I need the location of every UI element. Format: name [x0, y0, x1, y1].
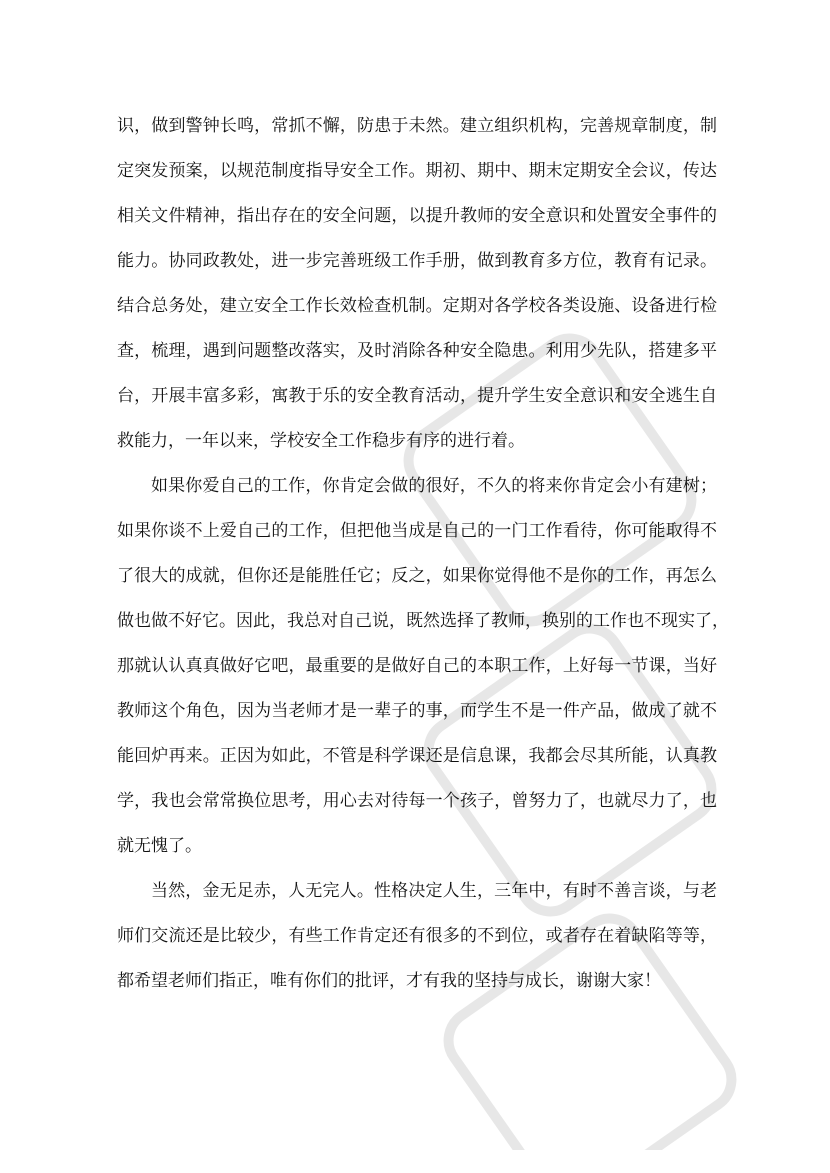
paragraph-3 [117, 869, 717, 1004]
text-line: 做也做不好它。因此，我总对自己说，既然选择了教师，换别的工作也不现实了， [117, 611, 729, 631]
text-line: 当然，金无足赤，人无完人。性格决定人生，三年中，有时不善言谈，与老 [151, 881, 717, 901]
text-line: 了很大的成就，但你还是能胜任它；反之，如果你觉得他不是你的工作，再怎么 [117, 566, 717, 586]
paragraph-1 [117, 104, 717, 464]
text-line: 如果你谈不上爱自己的工作，但把他当成是自己的一门工作看待，你可能取得不 [117, 521, 717, 541]
text-line: 学，我也会常常换位思考，用心去对待每一个孩子，曾努力了，也就尽力了，也 [117, 791, 717, 811]
text-line: 教师这个角色，因为当老师才是一辈子的事，而学生不是一件产品，做成了就不 [117, 701, 717, 721]
text-line: 台，开展丰富多彩，寓教于乐的安全教育活动，提升学生安全意识和安全逃生自 [117, 386, 717, 406]
text-line: 都希望老师们指正，唯有你们的批评，才有我的坚持与成长，谢谢大家！ [117, 971, 661, 991]
text-line: 救能力，一年以来，学校安全工作稳步有序的进行着。 [117, 431, 525, 451]
text-line: 能回炉再来。正因为如此，不管是科学课还是信息课，我都会尽其所能，认真教 [117, 746, 717, 766]
document-body [117, 104, 729, 1004]
text-line: 那就认认真真做好它吧，最重要的是做好自己的本职工作，上好每一节课，当好 [117, 656, 717, 676]
text-line: 如果你爱自己的工作，你肯定会做的很好，不久的将来你肯定会小有建树； [151, 476, 717, 496]
text-line: 识，做到警钟长鸣，常抓不懈，防患于未然。建立组织机构，完善规章制度，制 [117, 116, 717, 136]
text-line: 师们交流还是比较少，有些工作肯定还有很多的不到位，或者存在着缺陷等等， [117, 926, 717, 946]
paragraph-2 [117, 464, 729, 869]
text-line: 结合总务处，建立安全工作长效检查机制。定期对各学校各类设施、设备进行检 [117, 296, 717, 316]
text-line: 能力。协同政教处，进一步完善班级工作手册，做到教育多方位，教育有记录。 [117, 251, 717, 271]
text-line: 定突发预案，以规范制度指导安全工作。期初、期中、期末定期安全会议，传达 [117, 161, 717, 181]
text-line: 查，梳理，遇到问题整改落实，及时消除各种安全隐患。利用少先队，搭建多平 [117, 341, 717, 361]
text-line: 相关文件精神，指出存在的安全问题，以提升教师的安全意识和处置安全事件的 [117, 206, 717, 226]
text-line: 就无愧了。 [117, 836, 202, 856]
